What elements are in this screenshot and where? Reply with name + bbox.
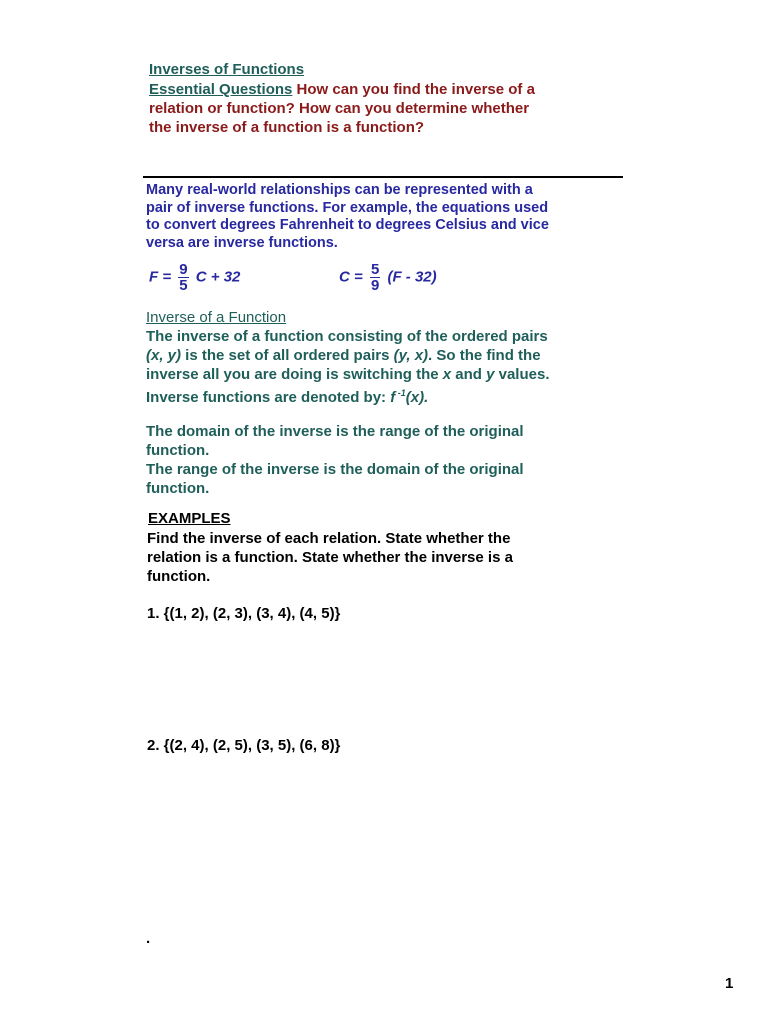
range-line-2: function.	[146, 480, 210, 497]
var-y: y	[486, 366, 495, 383]
inverse-heading: Inverse of a Function	[146, 309, 287, 326]
formula-c-right: (F - 32)	[387, 268, 437, 286]
intro-line-3: to convert degrees Fahrenheit to degrees Celsius and vice	[146, 217, 549, 233]
var-x: x	[442, 366, 452, 383]
celsius-formula	[339, 262, 437, 293]
inverse-notation-x: (x).	[405, 389, 429, 406]
essential-questions	[149, 80, 619, 137]
page-number: 1	[725, 975, 734, 992]
fahrenheit-formula	[149, 262, 240, 293]
intro-line-1: Many real-world relationships can be represented with a	[146, 182, 533, 198]
inverse-line-1: The inverse of a function consisting of the ordered pairs	[146, 328, 548, 345]
domain-line-1: The domain of the inverse is the range of the original	[146, 423, 524, 440]
examples-line-1: Find the inverse of each relation. State whether the	[147, 530, 511, 547]
examples-line-3: function.	[147, 568, 211, 585]
fraction-numerator: 5	[370, 261, 380, 278]
inverse-notation-sup: -1	[395, 388, 406, 398]
inverse-and: and	[451, 366, 487, 383]
range-line-1: The range of the inverse is the domain of the original	[146, 461, 524, 478]
fraction-denominator: 5	[179, 277, 188, 294]
section-divider	[143, 176, 623, 178]
essential-question-text-1: How can you find the inverse of a	[292, 81, 535, 98]
inverse-line-3-end: values.	[494, 366, 550, 383]
essential-question-text-2: relation or function? How can you determine whether	[149, 100, 530, 117]
intro-paragraph	[146, 182, 616, 252]
ordered-pair-yx: (y, x)	[393, 347, 429, 364]
examples-line-2: relation is a function. State whether the inverse is a	[147, 549, 513, 566]
formula-f-right: C + 32	[195, 268, 241, 286]
fraction-9-5	[178, 262, 188, 293]
intro-line-4: versa are inverse functions.	[146, 234, 338, 251]
intro-line-2: pair of inverse functions. For example, the equations used	[146, 199, 549, 216]
formula-c-left: C =	[339, 268, 363, 286]
example-1: 1. {(1, 2), (2, 3), (3, 4), (4, 5)}	[147, 605, 341, 622]
examples-instructions	[147, 529, 627, 586]
inverse-line-3-start: inverse all you are doing is switching the	[146, 366, 443, 383]
formula-f-left: F =	[149, 268, 172, 286]
example-2: 2. {(2, 4), (2, 5), (3, 5), (6, 8)}	[147, 737, 341, 754]
essential-questions-label: Essential Questions	[149, 81, 293, 98]
inverse-line-2-mid: is the set of all ordered pairs	[181, 347, 390, 364]
inverse-paragraph	[146, 327, 626, 407]
fraction-denominator: 9	[370, 277, 380, 294]
fraction-numerator: 9	[179, 261, 188, 278]
stray-dot: .	[146, 930, 151, 947]
domain-line-2: function.	[146, 442, 210, 459]
inverse-line-2-end: . So the find the	[428, 347, 541, 364]
page-title: Inverses of Functions	[149, 61, 305, 78]
examples-heading: EXAMPLES	[148, 510, 231, 527]
domain-range-paragraph	[146, 422, 626, 498]
fraction-5-9	[370, 262, 380, 293]
inverse-notation-f: f	[390, 389, 396, 406]
essential-question-text-3: the inverse of a function is a function?	[149, 119, 425, 136]
ordered-pair-xy: (x, y)	[146, 347, 182, 364]
inverse-line-4-start: Inverse functions are denoted by:	[146, 389, 391, 406]
